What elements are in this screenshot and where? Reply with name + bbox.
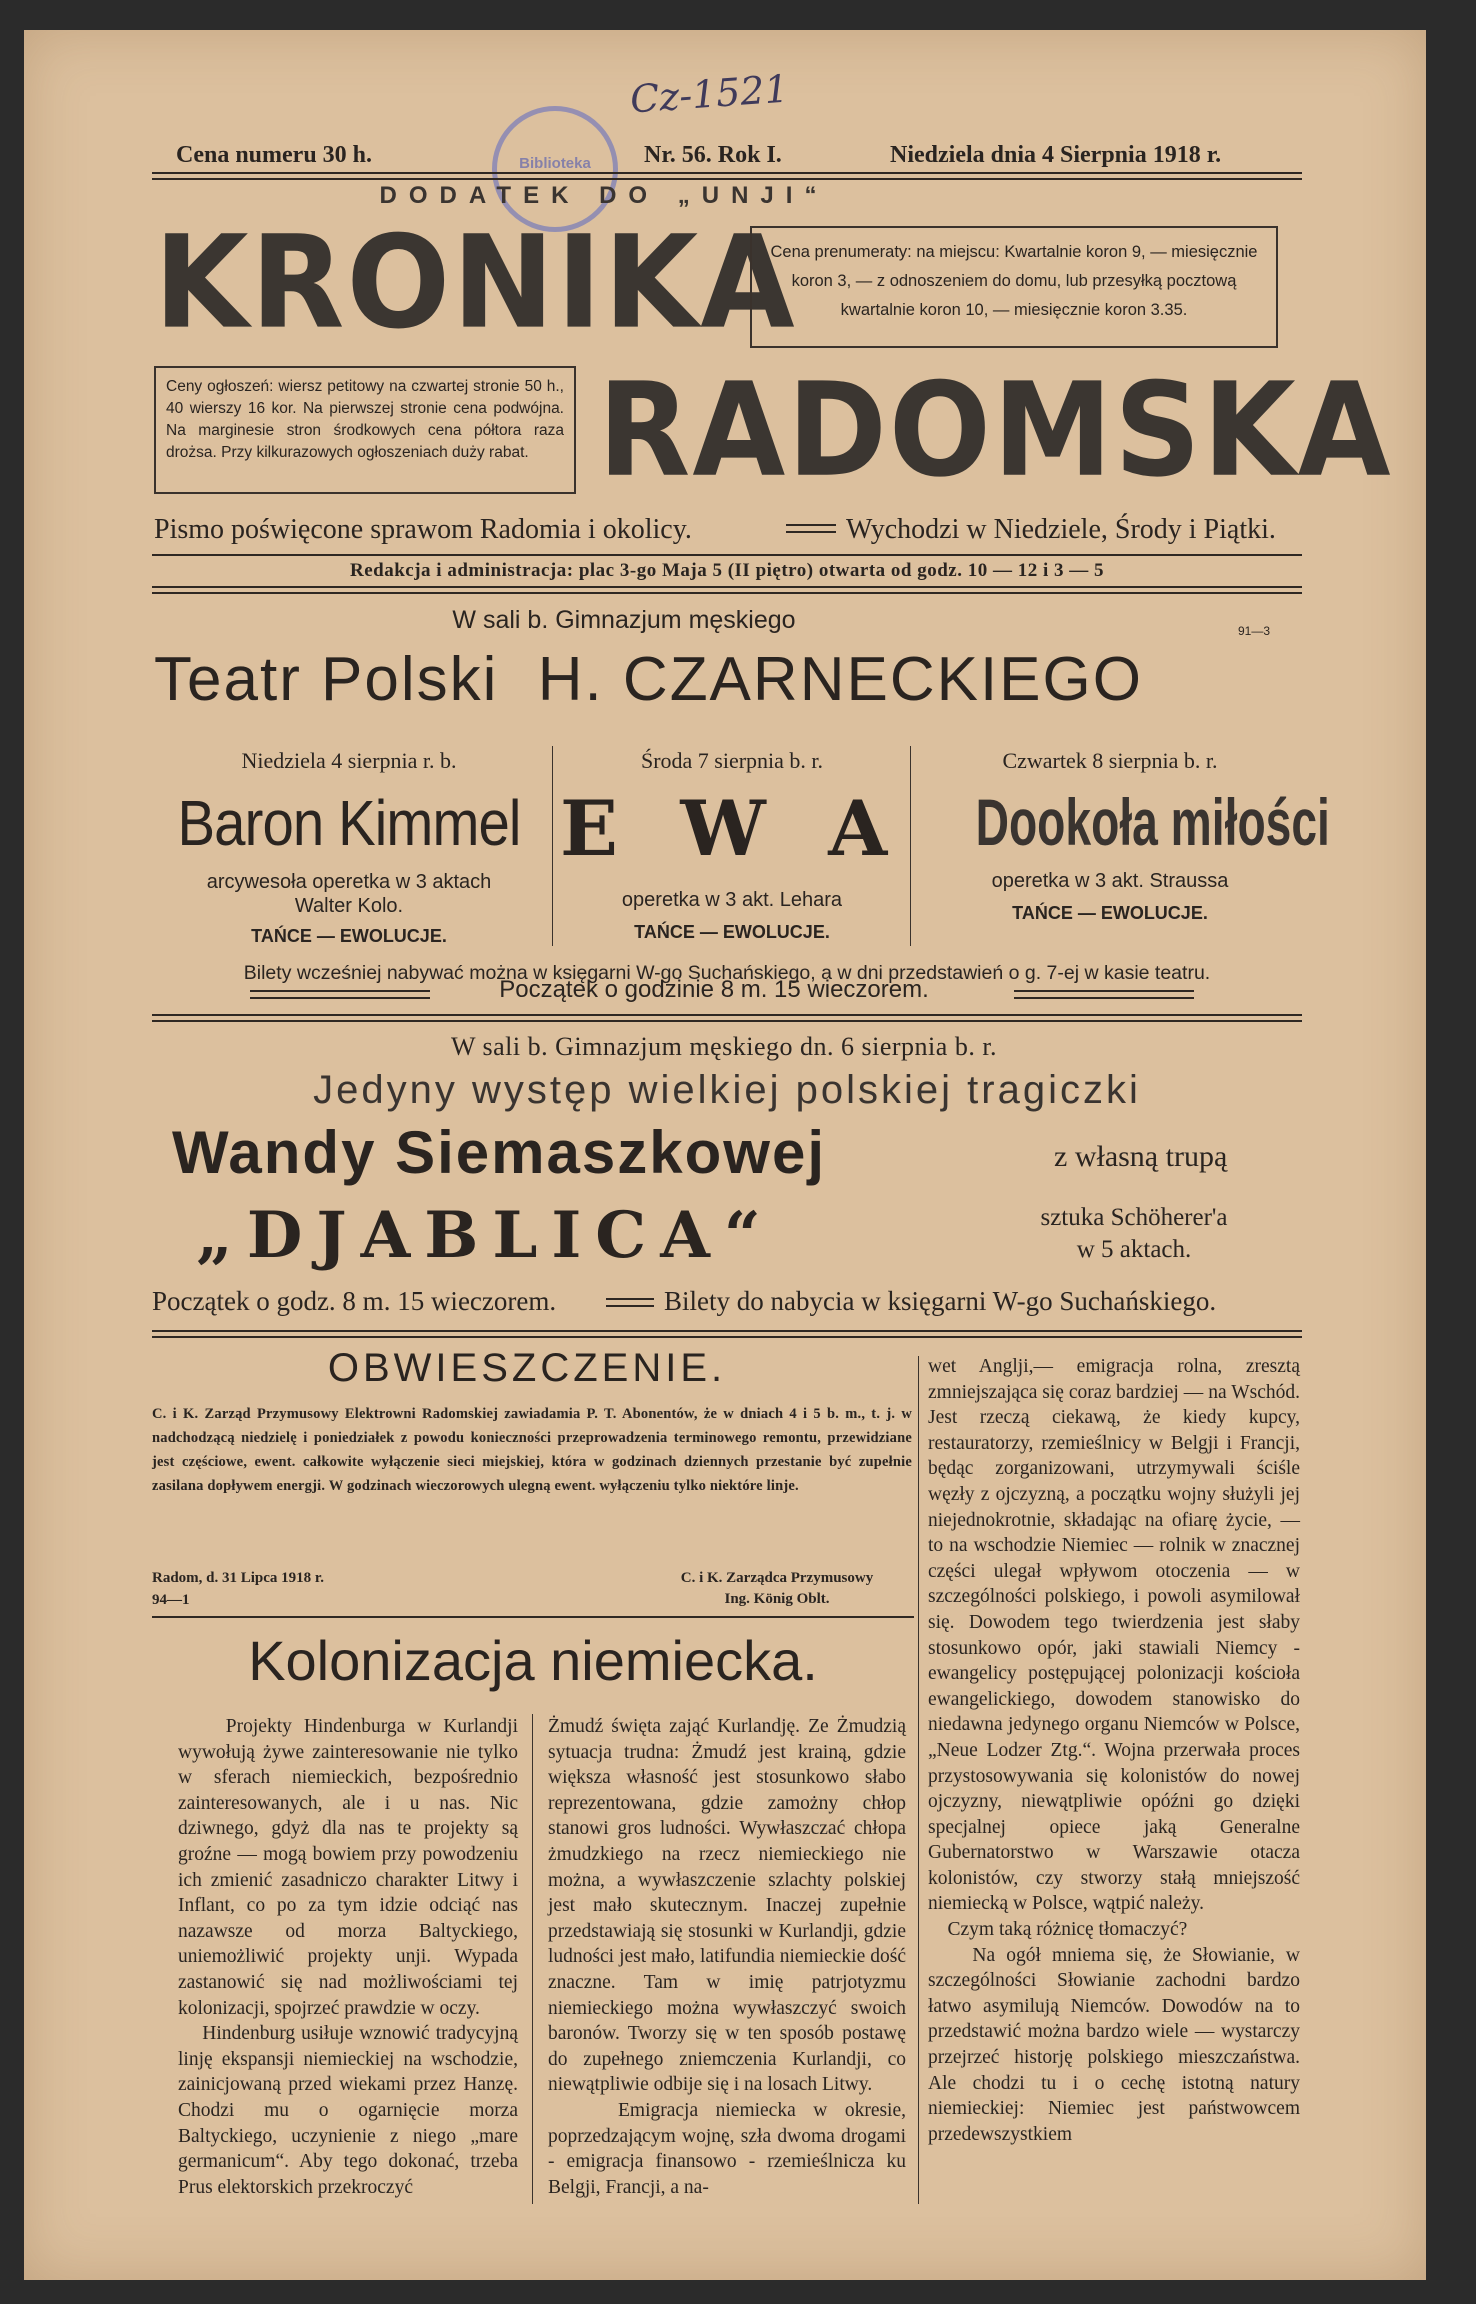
notice-signature (632, 1570, 922, 1608)
column-divider-2 (918, 1356, 919, 2204)
theatre-divider-2 (910, 746, 911, 946)
show-1 (154, 748, 544, 947)
start-right-rule (1014, 990, 1194, 999)
supplement-line: DODATEK DO „UNJI“ (379, 182, 829, 209)
guest-play: „DJABLICA“ (196, 1198, 775, 1273)
theatre-tickets: Bilety wcześniej nabywać można w księgarni W-go Suchańskiego, a w dni przedstawień o g. 7-ej w kasie teatru. (243, 962, 1211, 984)
ad-prices-box (154, 366, 576, 494)
masthead-radomska: RADOMSKA (598, 356, 1393, 507)
guest-rule (152, 1330, 1302, 1338)
notice-signature-1: C. i K. Zarządca Przymusowy (680, 1570, 874, 1586)
archive-mark: Cz-1521 (628, 66, 790, 122)
guest-tickets: Bilety do nabycia w księgarni W-go Suchańskiego. (664, 1286, 1217, 1316)
motto-rule (152, 554, 1302, 556)
guest-play-info (984, 1204, 1284, 1264)
theatre-divider-1 (552, 746, 553, 946)
show-3-extra: TAŃCE — EWOLUCJE. (1012, 903, 1208, 923)
article-column-3: wet Anglji,— emigracja rolna, zresztą zmniejszająca się coraz bardziej — na Wschód. Jest rzeczą ciekawą, że kiedy kupcy, restauratorzy, rzemieślnicy w Belgji i Francji, będąc zorganizowani, utrzymywali ściśle węzły z ojczyzną, a początku wojny służyli jej niejednokrotnie, składając na ofiarę życie, — to na wschodzie Niemiec — rolnik w znacznej części ulegał wpływom otoczenia — w szczególności polskiego, i powoli asymilował się. Dowodem tego twierdzenia jest słaby stosunkowo opór, jaki stawiali Niemcy - ewangelicy postępującej polonizacji kościoła ewangelickiego, dowodem stanowisko do niedawna jedynego organu Niemców w Polsce, „Neue Lodzer Ztg.“. Wojna przerwała proces przystosowywania się kolonistów do nowej ojczyzny, niewątpliwie opóźni go dzięki specjalnej opiece jaką Generalne Gubernatorstwo w Warszawie otacza kolonistów, czy stworzy stałą mniejszość niemiecką w Polsce, wątpić należy. Czym taką różnicę tłomaczyć? Na ogół mniema się, że Słowianie, w szczególności Słowianie zachodni bardzo łatwo asymilują Niemców. Dowodów na to przedstawić można bardzo wiele — wystarczy przejrzeć historję polskiego mieszczaństwa. Ale chodzi tu i o cechę istotną natury niemieckiej: Niemiec jest państwowcem przedewszystkiem (928, 1356, 1301, 2145)
show-3 (918, 748, 1330, 924)
theatre-title (154, 644, 1304, 715)
article-title: Kolonizacja niemiecka. (248, 1629, 818, 1692)
guest-troupe: z własną trupą (1054, 1140, 1228, 1173)
theatre-start: Początek o godzinie 8 m. 15 wieczorem. (499, 976, 929, 1003)
theatre-title-b: H. CZARNECKIEGO (537, 645, 1143, 714)
schedule: Wychodzi w Niedziele, Środy i Piątki. (846, 514, 1276, 545)
show-3-date: Czwartek 8 sierpnia b. r. (1002, 748, 1218, 773)
notice-place-date: Radom, d. 31 Lipca 1918 r. (152, 1570, 324, 1586)
notice-bottom-rule (152, 1616, 914, 1618)
theatre-title-a: Teatr Polski (154, 645, 499, 714)
motto-separator (786, 524, 836, 533)
price: Cena numeru 30 h. (176, 142, 373, 168)
guest-play-info-1: sztuka Schöherer'a (1040, 1204, 1228, 1231)
show-1-title: Baron Kimmel (177, 787, 521, 859)
article-column-1: Projekty Hindenburga w Kurlandji wywołują żywe zainteresowanie nie tylko w sferach niemieckich, bezpośrednio zainteresowanych, ale i u nas. Nic dziwnego, gdyż dla nas te projekty są groźne — mogą bowiem przy powodzeniu ich zmienić zasadniczo charakter Litwy i Inflant, co po za tym idzie odciąć nas nazawsze od morza Baltyckiego, uniemożliwić projekty unji. Wypada zastanowić się nad możliwościami tej kolonizacji, spojrzeć prawdzie w oczy. Hindenburg usiłuje wznowić tradycyjną linję ekspansji niemieckiej na wschodzie, zainicjowaną przed wiekami przez Hanzę. Chodzi mu o ogarnięcie morza Baltyckiego, uczynienie z niego „mare germanicum“. Aby tego dokonać, trzeba Prus elektorskich przekroczyć (178, 1716, 518, 2198)
show-2-title: E W A (560, 784, 906, 873)
theatre-venue: W sali b. Gimnazjum męskiego (452, 606, 796, 634)
show-2 (560, 748, 904, 943)
subscription-text: Cena prenumeraty: na miejscu: Kwartalnie koron 9, — miesięcznie koron 3, — z odnoszeniem do domu, lub przesyłką pocztową kwartalnie koron 10, — miesięcznie koron 3.35. (770, 243, 1258, 319)
theatre-rule (152, 1014, 1302, 1022)
guest-name: Wandy Siemaszkowej (172, 1119, 826, 1186)
issue-number: Nr. 56. Rok I. (644, 142, 782, 168)
guest-play-info-2: w 5 aktach. (1076, 1236, 1192, 1263)
notice-signature-2: Ing. König Oblt. (724, 1591, 830, 1607)
issue-date: Niedziela dnia 4 Sierpnia 1918 r. (890, 142, 1222, 168)
ad-prices-text: Ceny ogłoszeń: wiersz petitowy na czwartej stronie 50 h., 40 wierszy 16 kor. Na pierwszej stronie cena podwójna. Na marginesie stron środkowych cena półtora raza drożsa. Przy kilkurazowych ogłoszeniach duży rabat. (166, 378, 564, 461)
masthead-kronika: KRONIKA (154, 208, 797, 358)
subscription-box (750, 226, 1278, 348)
header-rule (152, 172, 1302, 180)
article-column-2: Żmudź święta zająć Kurlandję. Ze Żmudzią sytuacja trudna: Żmudź jest krainą, gdzie większa własność jest stosunkowo słabo reprezentowana, gdzie zamożny chłop stanowi gros ludności. Wywłaszczać chłopa żmudzkiego na rzecz niemieckiego nie można, a wywłaszczenie szlachty polskiej jest mało skutecznym. Inaczej zupełnie przedstawiają się stosunki w Kurlandji, gdzie ludności jest mało, latifundia niemieckie dość znaczne. Tam w imię patrjotyzmu niemieckiego można wywłaszczyć swoich baronów. Tworzy się w ten sposób postawę do zupełnego zniemczenia Kurlandji, co niewątpliwie odbije się i na losach Litwy. Emigracja niemiecka w okresie, poprzedzającym wojnę, szła dwoma drogami - emigracja finansowo - rzemieślnicza ku Belgji, Francji, a na- (548, 1716, 907, 2198)
show-2-date: Środa 7 sierpnia b. r. (640, 748, 824, 773)
theatre-ref: 91—3 (1238, 624, 1271, 638)
notice-ref: 94—1 (152, 1592, 190, 1608)
show-1-date: Niedziela 4 sierpnia r. b. (241, 748, 457, 773)
office-info: Redakcja i administracja: plac 3-go Maja 5 (II piętro) otwarta od godz. 10 — 12 i 3 — 5 (350, 560, 1104, 581)
show-1-extra: TAŃCE — EWOLUCJE. (251, 926, 447, 946)
show-2-desc: operetka w 3 akt. Lehara (621, 889, 843, 911)
newspaper-page (24, 30, 1426, 2280)
start-left-rule (250, 990, 430, 999)
show-3-desc: operetka w 3 akt. Straussa (991, 870, 1229, 892)
motto: Pismo poświęcone sprawom Radomia i okolicy. (154, 514, 692, 545)
guest-start: Początek o godz. 8 m. 15 wieczorem. (152, 1286, 557, 1316)
show-3-title: Dookoła miłości (975, 785, 1330, 859)
guest-venue: W sali b. Gimnazjum męskiego dn. 6 sierpnia b. r. (450, 1032, 998, 1061)
guest-separator (606, 1298, 654, 1307)
office-rule (152, 586, 1302, 594)
show-2-extra: TAŃCE — EWOLUCJE. (634, 922, 830, 942)
column-divider-1 (532, 1714, 533, 2204)
stamp-text: Biblioteka (519, 155, 591, 172)
notice-title: OBWIESZCZENIE. (327, 1346, 727, 1390)
guest-line-1: Jedyny występ wielkiej polskiej tragiczki (313, 1068, 1141, 1112)
show-1-desc: arcywesoła operetka w 3 aktach Walter Kolo. (206, 871, 492, 917)
notice-body: C. i K. Zarząd Przymusowy Elektrowni Radomskiej zawiadamia P. T. Abonentów, że w dniach 4 i 5 b. m., t. j. w nadchodzącą niedzielę i poniedziałek z powodu konieczności przeprowadzenia terminowego remontu, przewidziane jest częściowe, ewent. całkowite wyłączenie sieci miejskiej, która w godzinach dziennych przestanie być zupełnie zasilana dopływem energji. W godzinach wieczorowych ulegną ewent. wyłączeniu tylko niektóre linje. (152, 1406, 912, 1494)
